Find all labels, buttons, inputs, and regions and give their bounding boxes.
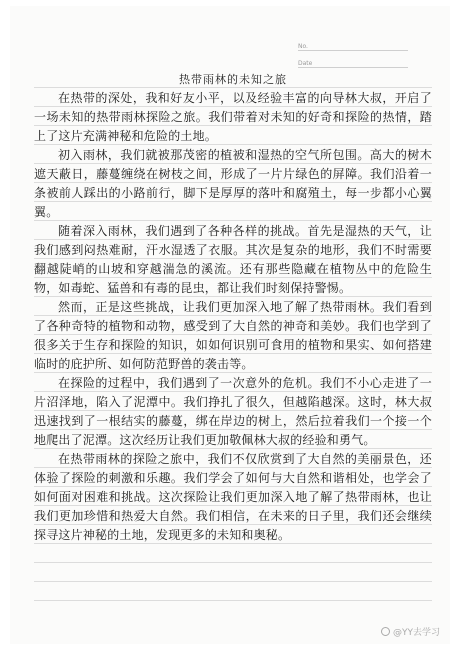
essay-title: 热带雨林的未知之旅 [179, 73, 287, 86]
notebook-page [10, 6, 450, 644]
watermark-text: @YY去学习 [393, 628, 440, 638]
number-label: No. [298, 43, 308, 50]
paragraph-1: 在热带的深处，我和好友小平，以及经验丰富的向导林大叔，开启了一场未知的热带雨林探险之旅。我们带着对未知的好奇和探险的热情，踏上了这片充满神秘和危险的土地。 [34, 91, 432, 143]
watermark-logo-icon [381, 627, 390, 636]
paragraph-6: 在热带雨林的探险之旅中，我们不仅欣赏到了大自然的美丽景色，还体验了探险的刺激和乐趣。我们学会了如何与大自然和谐相处，也学会了如何面对困难和挑战。这次探险让我们更加深入地了解了热带雨林，也让我们更加珍惜和热爱大自然。我们相信，在未来的日子里，我们还会继续探寻这片神秘的土地，发现更多的未知和奥秘。 [34, 452, 432, 542]
ruled-paper [34, 70, 432, 603]
watermark [381, 625, 440, 638]
paragraph-3: 随着深入雨林，我们遇到了各种各样的挑战。首先是湿热的天气，让我们感到闷热难耐，汗水湿透了衣服。其次是复杂的地形，我们不时需要翻越陡峭的山坡和穿越湍急的溪流。还有那些隐藏在植物丛中的危险生物，如毒蛇、猛兽和有毒的昆虫，都让我们时刻保持警惕。 [34, 224, 432, 295]
paragraph-5: 在探险的过程中，我们遇到了一次意外的危机。我们不小心走进了一片沼泽地，陷入了泥潭中。我们挣扎了很久，但越陷越深。这时，林大叔迅速找到了一根结实的藤蔓，绑在岸边的树上，然后拉着我们一个接一个地爬出了泥潭。这次经历让我们更加敬佩林大叔的经验和勇气。 [34, 376, 432, 447]
page-header [298, 38, 408, 68]
date-label: Date [298, 60, 313, 67]
number-field [298, 38, 408, 51]
paragraph-4: 然而，正是这些挑战，让我们更加深入地了解了热带雨林。我们看到了各种奇特的植物和动物，感受到了大自然的神奇和美妙。我们也学到了很多关于生存和探险的知识，如如何识别可食用的植物和果实、如何搭建临时的庇护所、如何防范野兽的袭击等。 [34, 300, 432, 371]
paragraph-2: 初入雨林，我们就被那茂密的植被和湿热的空气所包围。高大的树木遮天蔽日，藤蔓缠绕在树枝之间，形成了一片片绿色的屏障。我们沿着一条被前人踩出的小路前行，脚下是厚厚的落叶和腐殖土，每一步都小心翼翼。 [34, 148, 432, 219]
date-field [298, 55, 408, 68]
